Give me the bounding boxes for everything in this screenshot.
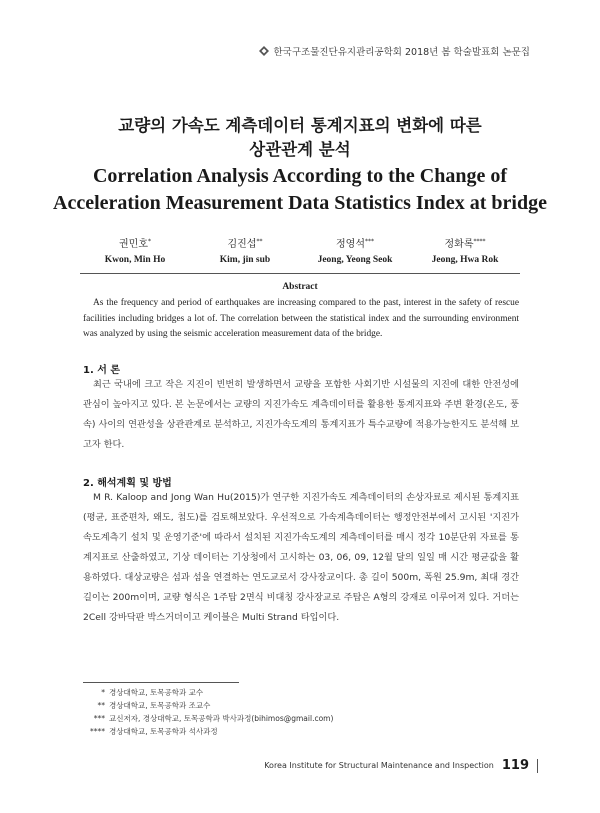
author-mark: ** [256,238,263,245]
section-1-body [83,375,519,455]
footnote-mark: ** [97,701,105,710]
abstract-text: As the frequency and period of earthquakes are increasing compared to the past, interest in the safety of rescue facilities including bridges a lot of. The correlation between the statistical index and the surrounding environment was analyzed by using the seismic acceleration measurement data of the bridge. [83,298,519,339]
section-2-body [83,488,519,628]
author-name-ko: 정화록 [444,239,474,250]
footnote [83,725,383,738]
footnote-text: 경상대학교, 토목공학과 교수 [109,688,204,697]
author-name-en: Kim, jin sub [219,255,271,265]
author-list [80,234,520,268]
author-mark: * [147,238,151,245]
author-name-ko: 정영석 [336,239,365,250]
korean-title-line-1: 교량의 가속도 계측데이터 통계지표의 변화에 따른 [118,116,482,135]
footnote-text: 경상대학교, 토목공학과 조교수 [109,701,211,710]
korean-title-line-2: 상관관계 분석 [249,140,351,159]
page-number: 119 [501,758,529,773]
author-name-ko: 권민호 [119,239,148,250]
author-mark: **** [473,238,486,245]
footer-divider [537,759,538,773]
author-2 [190,234,300,268]
footnote-mark: * [101,688,105,697]
footer-institute: Korea Institute for Structural Maintenance and Inspection [264,761,494,770]
footnote [83,712,383,725]
footnote-text: 교신저자, 경상대학교, 토목공학과 박사과정(bihimos@gmail.com) [109,714,334,723]
footnote-text: 경상대학교, 토목공학과 석사과정 [109,727,218,736]
author-name-en: Kwon, Min Ho [104,255,166,265]
english-title-line-1: Correlation Analysis According to the Change of [92,165,508,187]
english-title [0,163,600,217]
author-mark: *** [364,238,374,245]
footnote-list [83,686,383,738]
section-2-heading: 2. 해석계획 및 방법 [83,478,172,489]
section-2-paragraph: M R. Kaloop and Jong Wan Hu(2015)가 연구한 지진가속도 계측데이터의 손상자료로 제시된 통계지표(평균, 표준편차, 왜도, 첨도)를 검토해보았다. 우선적으로 가속계측데이터는 행정안전부에서 고시된 '지진가속도계측기 설치 및 운영기준'에 따라서 설치된 지진가속도계의 계측데이터를 매시 정각 10분단위 자료를 통계지표로 산출하였고, 기상 데이터는 기상청에서 고시하는 03, 06, 09, 12월 달의 일일 매 시간 평균값을 활용하였다. 대상교량은 섬과 섬을 연결하는 연도교로서 강사장교이다. 총 길이 500m, 폭원 25.9m, 최대 경간 길이는 200m이며, 교량 형식은 1주탑 2면식 비대칭 강사장교로 주탑은 A형의 강재로 이루어져 있다. 거더는 2Cell 강바닥판 박스거더이고 케이블은 Multi Strand 타입이다. [83,492,519,623]
author-4 [410,234,520,268]
footnote-divider [83,682,239,683]
footnote [83,686,383,699]
page-footer [264,758,538,773]
section-1-heading: 1. 서 론 [83,365,121,376]
abstract-heading: Abstract [282,282,318,292]
author-3 [300,234,410,268]
english-title-line-2: Acceleration Measurement Data Statistics Index at bridge [53,192,547,214]
journal-header-text: 한국구조물진단유지관리공학회 2018년 봄 학술발표회 논문집 [273,47,530,58]
author-name-en: Jeong, Hwa Rok [431,255,499,265]
footnote-mark: *** [93,714,105,723]
footnote-mark: **** [90,727,105,736]
author-1 [80,234,190,268]
abstract-divider [80,273,520,274]
diamond-icon [259,46,269,56]
journal-header [259,44,530,58]
author-name-en: Jeong, Yeong Seok [317,255,393,265]
section-1-paragraph: 최근 국내에 크고 작은 지진이 빈번히 발생하면서 교량을 포함한 사회기반 시설물의 지진에 대한 안전성에 관심이 높아지고 있다. 본 논문에서는 교량의 지진가속도 계측데이터를 활용한 통계지표와 주변 환경(온도, 풍속) 사이의 연관성을 상관관계로 분석하고, 지진가속도계의 통계지표가 특수교량에 적용가능한지도 분석해 보고자 한다. [83,379,519,450]
korean-title [0,114,600,162]
author-name-ko: 김진섭 [227,239,257,250]
footnote [83,699,383,712]
